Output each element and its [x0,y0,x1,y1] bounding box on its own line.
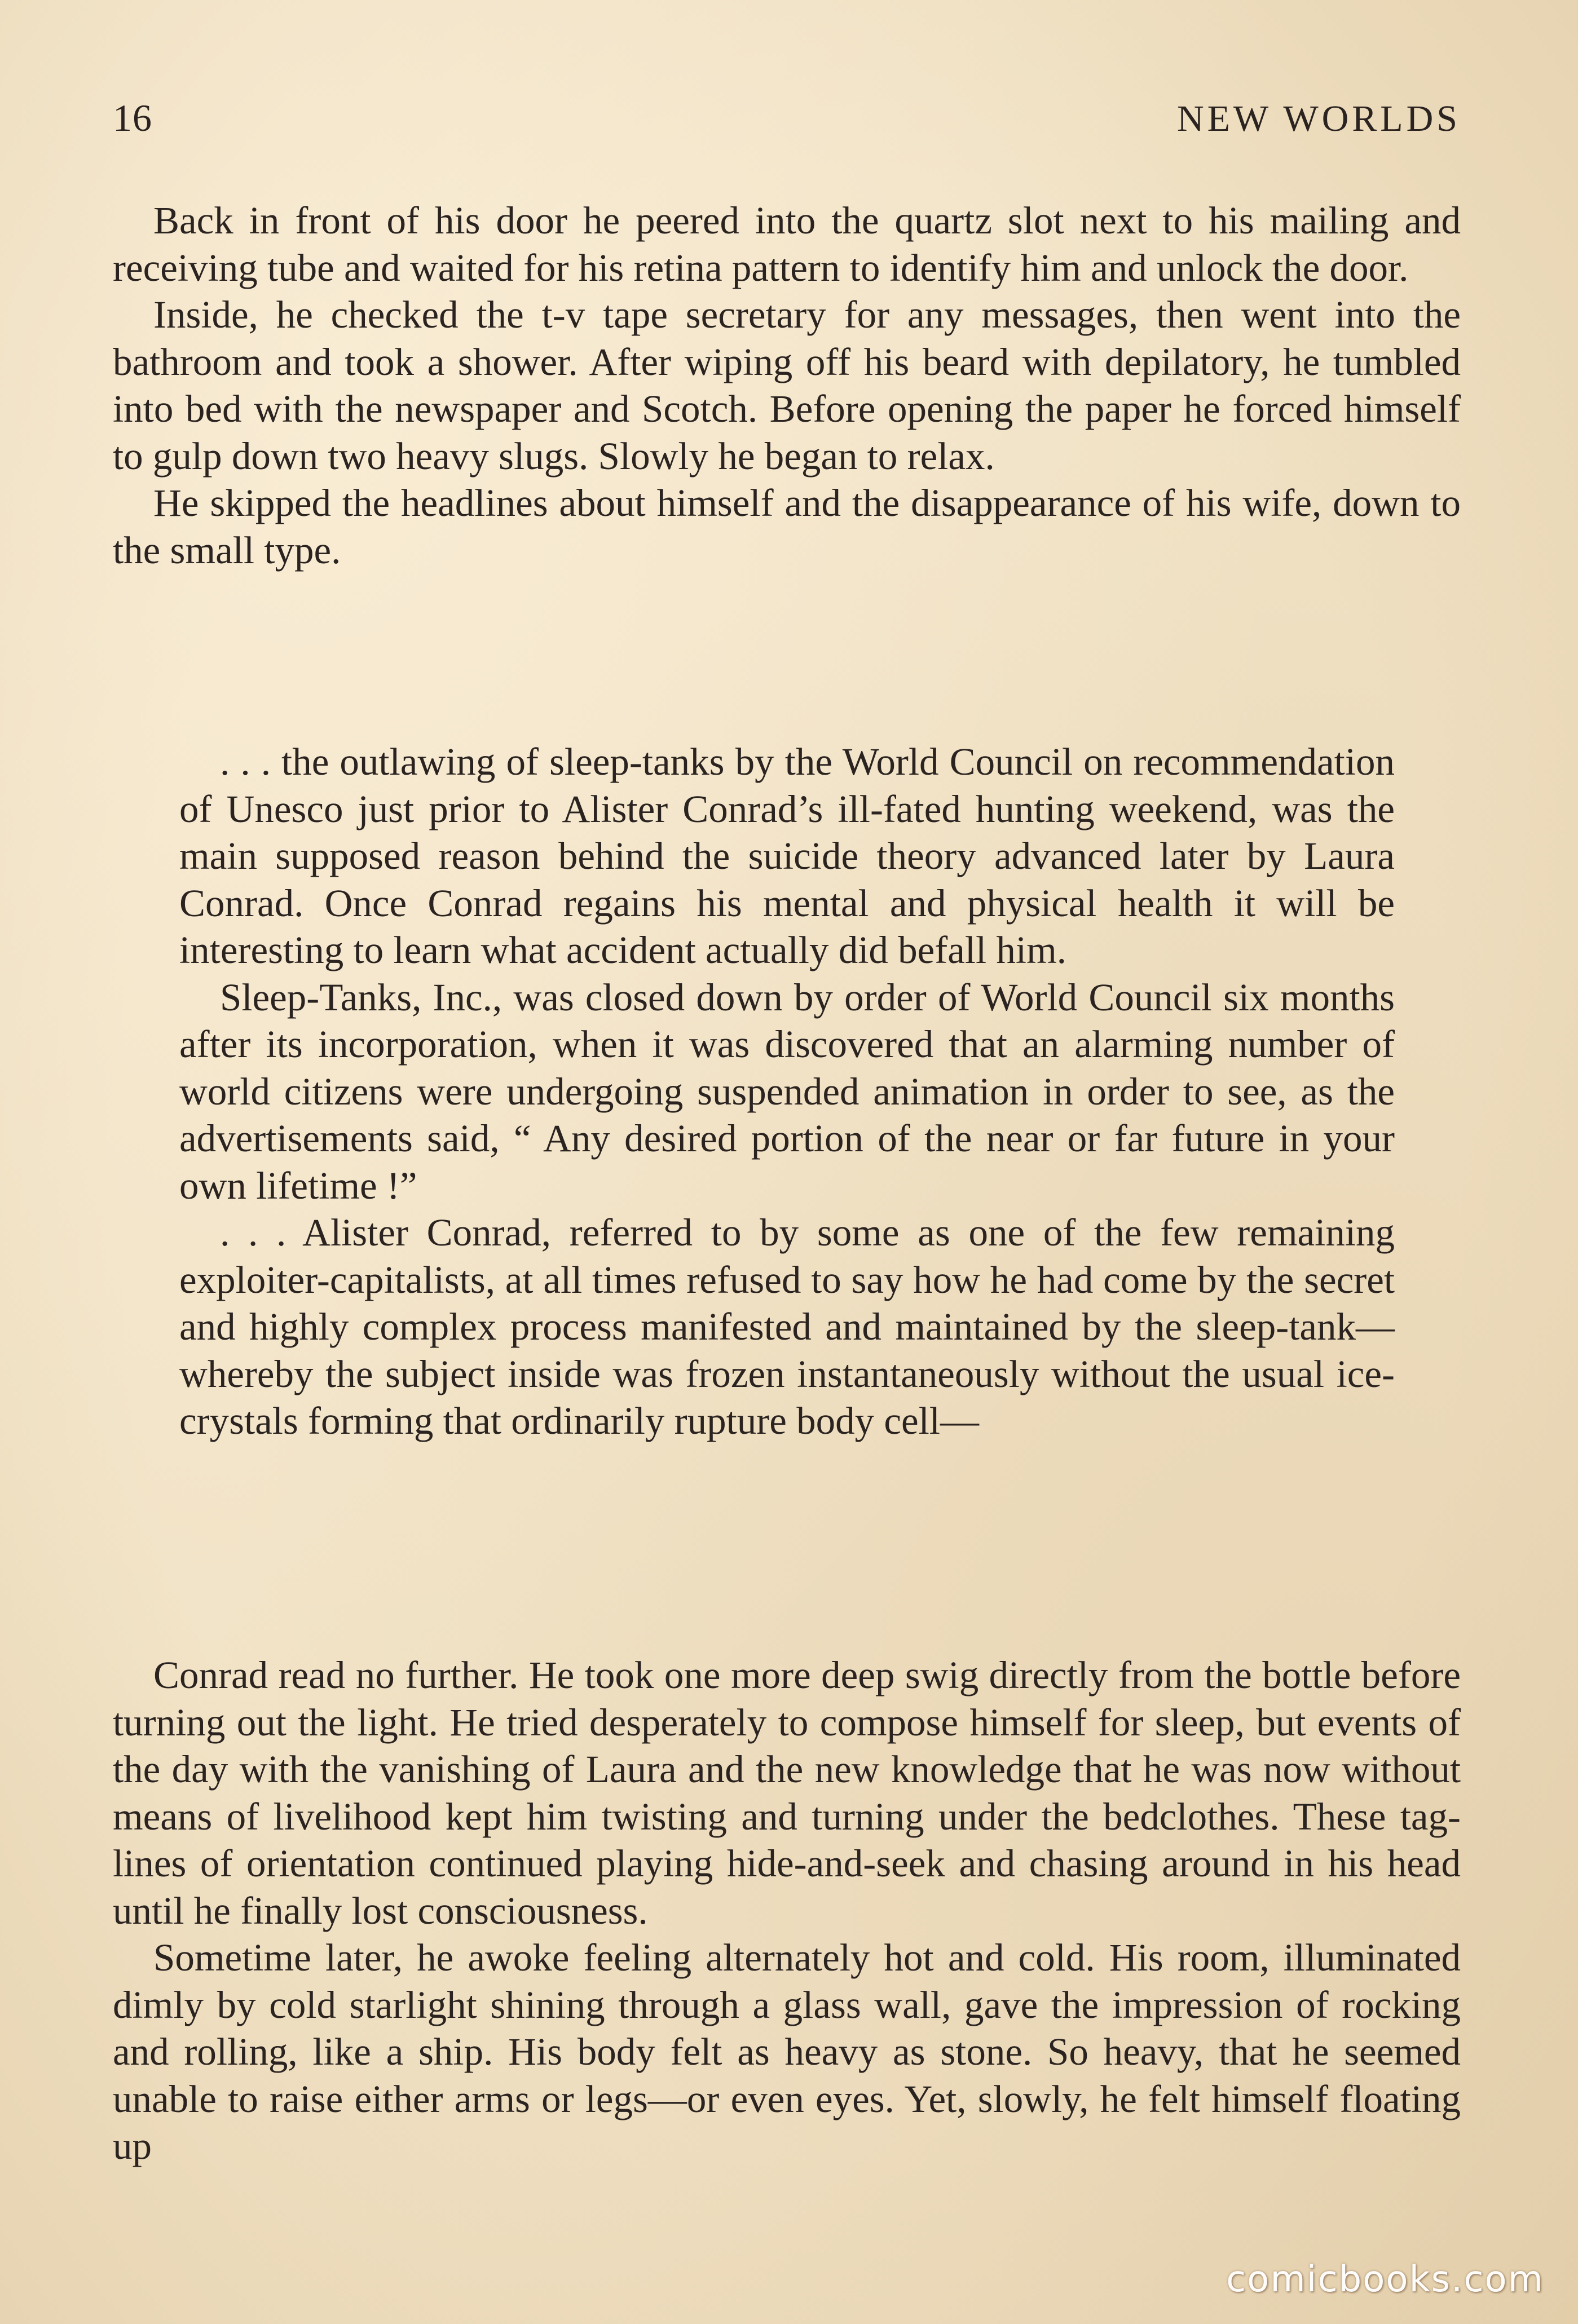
page-header [113,96,1461,158]
paragraph: Conrad read no further. He took one more deep swig directly from the bottle before turning out the light. He tried desperately to compose himself for sleep, but events of the day with the vanishing of Laura and the new knowledge that he was now without means of livelihood kept him twisting and turning under the bedclothes. These tag-lines of orientation continued playing hide-and-seek and chasing around in his head until he finally lost consciousness. [113,1654,1461,1932]
watermark: comicbooks.com [1226,2259,1544,2300]
narrative-block-1 [113,197,1461,574]
excerpt-paragraph: . . . Alister Conrad, referred to by some as one of the few remaining exploiter-capitalists, at all times refused to say how he had come by the secret and highly complex process manifested and maintained by the sleep-tank—whereby the subject inside was frozen instantaneously without the usual ice-crystals forming that ordinarily rupture body cell— [179,1211,1395,1442]
excerpt-paragraph: . . . the outlawing of sleep-tanks by the World Council on recommendation of Unesco just prior to Alister Conrad’s ill-fated hunting weekend, was the main supposed reason behind the suicide theory advanced later by Laura Conrad. Once Conrad regains his mental and physical health it will be interesting to learn what accident actually did befall him. [179,740,1395,971]
paragraph: Inside, he checked the t-v tape secretary for any messages, then went into the bathroom and took a shower. After wiping off his beard with depilatory, he tumbled into bed with the newspaper and Scotch. Before opening the paper he forced himself to gulp down two heavy slugs. Slowly he began to relax. [113,293,1461,478]
newspaper-excerpt [179,739,1395,1445]
paragraph: Back in front of his door he peered into the quartz slot next to his mailing and receiving tube and waited for his retina pattern to identify him and unlock the door. [113,199,1461,289]
page-number: 16 [113,96,152,139]
paragraph: He skipped the headlines about himself and the disappearance of his wife, down to the small type. [113,481,1461,572]
narrative-block-2 [113,1652,1461,2170]
paragraph: Sometime later, he awoke feeling alternately hot and cold. His room, illuminated dimly by cold starlight shining through a glass wall, gave the impression of rocking and rolling, like a ship. His body felt as heavy as stone. So heavy, that he seemed unable to raise either arms or legs—or even eyes. Yet, slowly, he felt himself floating up [113,1936,1461,2167]
running-head: NEW WORLDS [1176,98,1461,139]
excerpt-paragraph: Sleep-Tanks, Inc., was closed down by order of World Council six months after its incorporation, when it was discovered that an alarming number of world citizens were undergoing suspended animation in order to see, as the advertisements said, “ Any desired portion of the near or far future in your own lifetime !” [179,975,1395,1207]
